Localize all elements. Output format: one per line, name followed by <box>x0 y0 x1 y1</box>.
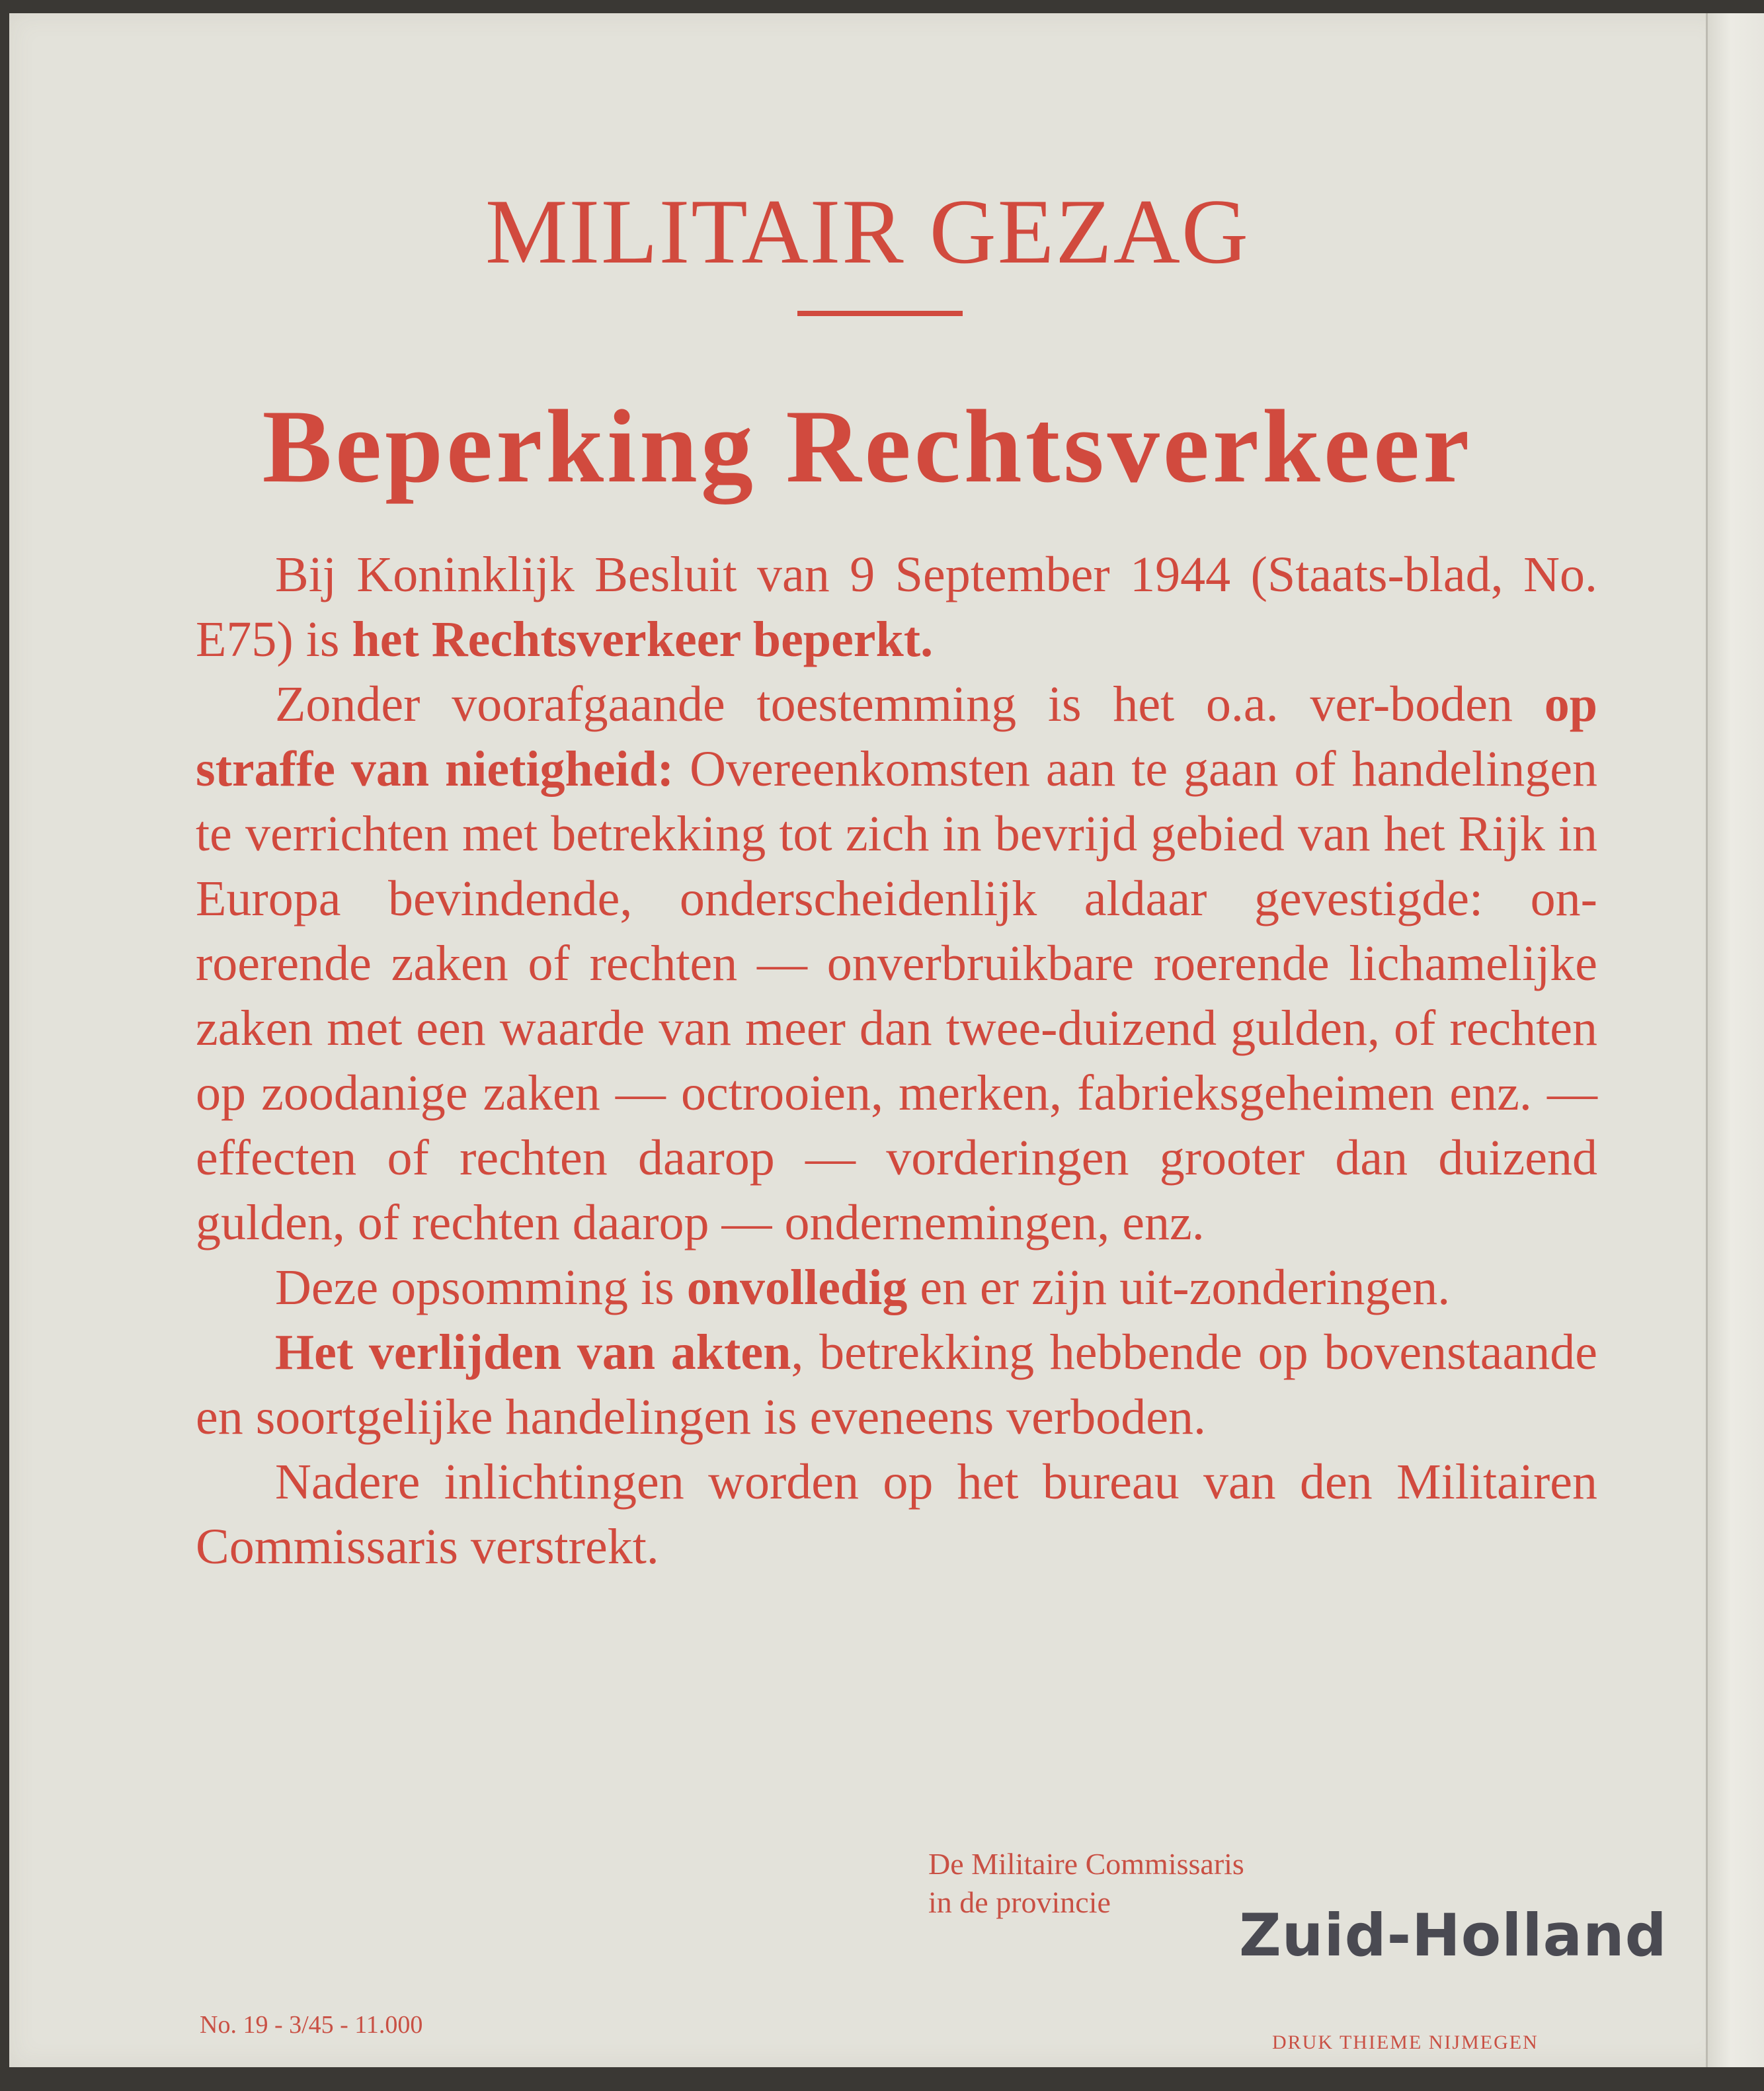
paragraph-incomplete-rest: en er zijn uit-zonderingen. <box>907 1260 1451 1315</box>
header-divider <box>797 311 963 316</box>
paragraph-information-text: Nadere inlichtingen worden op het bureau van den Militairen Commissaris verstrekt. <box>196 1454 1597 1575</box>
paragraph-prohibition <box>196 672 1597 1255</box>
paragraph-prohibition-emphasis: op straffe van nietigheid: <box>196 676 1597 797</box>
paragraph-deeds-rest: , betrekking hebbende op bovenstaande en soortgelijke handelingen is eveneens verboden. <box>196 1325 1597 1445</box>
paragraph-incomplete <box>196 1255 1597 1320</box>
signature-title: De Militaire Commissaris <box>928 1847 1244 1881</box>
province-stamp: Zuid-Holland <box>1239 1901 1667 1969</box>
signature-block <box>928 1845 1244 1922</box>
paragraph-deeds <box>196 1320 1597 1450</box>
paragraph-deeds-emphasis: Het verlijden van akten <box>275 1325 791 1380</box>
header-military-authority: MILITAIR GEZAG <box>485 181 1250 283</box>
paragraph-incomplete-intro: Deze opsomming is <box>275 1260 687 1315</box>
printer-credit: DRUK THIEME NIJMEGEN <box>1272 2031 1539 2053</box>
paragraph-prohibition-intro: Zonder voorafgaande toestemming is het o.a. ver-boden <box>275 676 1544 732</box>
paragraph-information <box>196 1450 1597 1579</box>
paragraph-decree-text: Bij Koninklijk Besluit van 9 September 1944 (Staats-blad, No. E75) is <box>196 547 1597 667</box>
signature-province-label: in de provincie <box>928 1885 1111 1919</box>
page-title: Beperking Rechtsverkeer <box>262 389 1473 505</box>
body-text <box>196 542 1597 1579</box>
sheet-edge <box>1706 13 1764 2067</box>
paragraph-decree-emphasis: het Rechtsverkeer beperkt. <box>352 612 934 667</box>
paragraph-prohibition-list: Overeenkomsten aan te gaan of handelingen te verrichten met betrekking tot zich in bevrijd gebied van het Rijk in Europa bevindende, onderscheidenlijk aldaar gevestigde: on-roerende zaken of rechten — onverbruikbare roerende lichamelijke zaken met een waarde van meer dan twee-duizend gulden, of rechten op zoodanige zaken — octrooien, merken, fabrieksgeheimen enz. — effecten of rechten daarop — vorderingen grooter dan duizend gulden, of rechten daarop — ondernemingen, enz. <box>196 741 1597 1250</box>
print-number: No. 19 - 3/45 - 11.000 <box>200 2011 423 2039</box>
poster-sheet <box>9 13 1726 2067</box>
paragraph-decree <box>196 542 1597 672</box>
paragraph-incomplete-emphasis: onvolledig <box>686 1260 908 1315</box>
